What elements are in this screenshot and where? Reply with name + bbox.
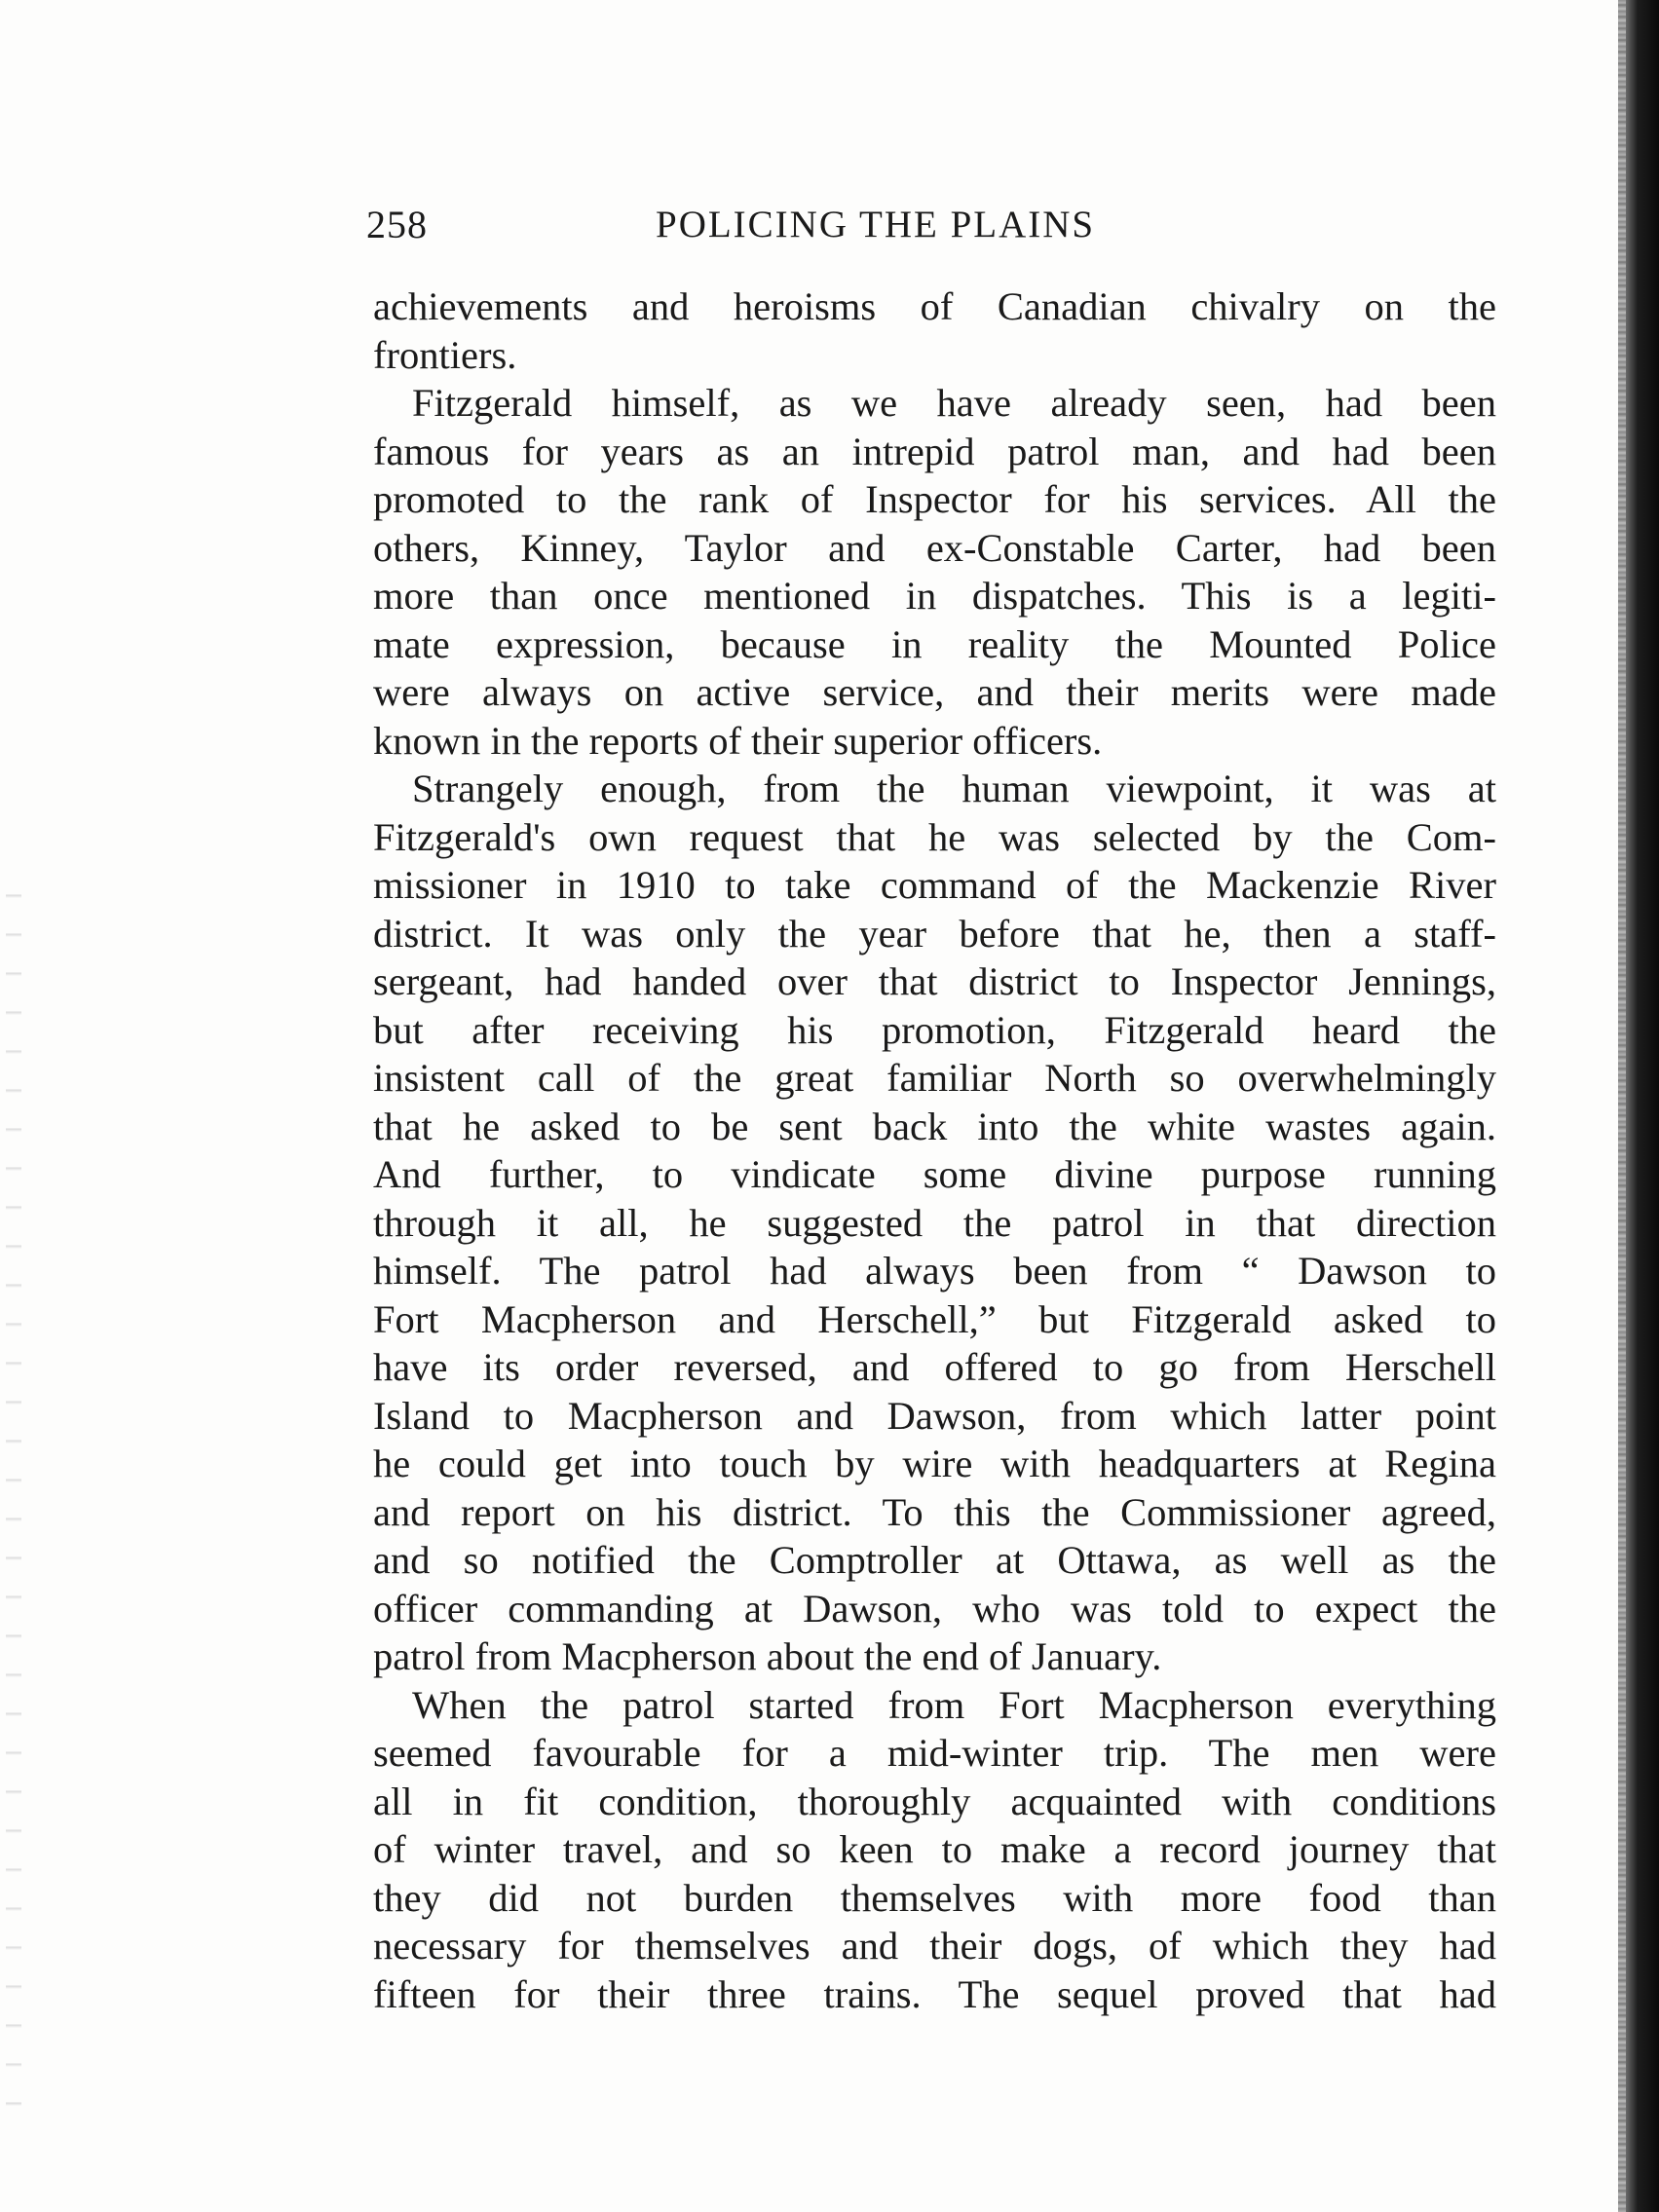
text-line: were always on active service, and their merits were made <box>373 670 1496 714</box>
text-line: more than once mentioned in dispatches. This is a legiti- <box>373 574 1496 618</box>
text-line: And further, to vindicate some divine purpose running <box>373 1152 1496 1196</box>
text-line: achievements and heroisms of Canadian chivalry on the <box>373 284 1496 328</box>
page-number: 258 <box>366 203 428 246</box>
scan-margin-specks <box>6 877 21 2123</box>
text-line: and so notified the Comptroller at Ottawa, as well as the <box>373 1538 1496 1582</box>
text-line: When the patrol started from Fort Macpherson everything <box>412 1682 1496 1727</box>
text-line: fifteen for their three trains. The sequel proved that had <box>373 1971 1496 2016</box>
text-line: patrol from Macpherson about the end of January. <box>373 1634 1162 1678</box>
text-line: famous for years as an intrepid patrol man, and had been <box>373 429 1496 473</box>
text-line: sergeant, had handed over that district to Inspector Jennings, <box>373 959 1496 1003</box>
scan-binding-edge <box>1618 0 1626 2212</box>
text-line: but after receiving his promotion, Fitzgerald heard the <box>373 1007 1496 1052</box>
text-line: mate expression, because in reality the Mounted Police <box>373 621 1496 666</box>
text-line: through it all, he suggested the patrol in that direction <box>373 1200 1496 1245</box>
text-line: have its order reversed, and offered to go from Herschell <box>373 1345 1496 1389</box>
text-line: Island to Macpherson and Dawson, from which latter point <box>373 1393 1496 1438</box>
text-line: all in fit condition, thoroughly acquainted with conditions <box>373 1779 1496 1823</box>
text-line: promoted to the rank of Inspector for his services. All the <box>373 477 1496 521</box>
text-line: and report on his district. To this the Commissioner agreed, <box>373 1489 1496 1534</box>
text-line: others, Kinney, Taylor and ex-Constable Carter, had been <box>373 525 1496 570</box>
text-line: they did not burden themselves with more food than <box>373 1875 1496 1920</box>
text-line: officer commanding at Dawson, who was told to expect the <box>373 1586 1496 1631</box>
text-line: known in the reports of their superior officers. <box>373 718 1103 763</box>
text-line: he could get into touch by wire with headquarters at Regina <box>373 1442 1496 1485</box>
running-head: POLICING THE PLAINS <box>656 204 1096 245</box>
text-line: Fort Macpherson and Herschell,” but Fitzgerald asked to <box>373 1296 1496 1341</box>
text-line: seemed favourable for a mid-winter trip. The men were <box>373 1731 1496 1775</box>
text-line: necessary for themselves and their dogs, of which they had <box>373 1924 1496 1968</box>
text-line: that he asked to be sent back into the white wastes again. <box>373 1104 1496 1148</box>
body-text <box>373 282 1496 2018</box>
text-line: district. It was only the year before that he, then a staff- <box>373 911 1496 956</box>
text-line: Fitzgerald's own request that he was selected by the Com- <box>373 814 1496 859</box>
text-line: of winter travel, and so keen to make a record journey that <box>373 1827 1496 1871</box>
text-line: Fitzgerald himself, as we have already seen, had been <box>412 381 1496 425</box>
text-line: insistent call of the great familiar North so overwhelmingly <box>373 1056 1496 1100</box>
text-line: himself. The patrol had always been from “ Dawson to <box>373 1249 1496 1293</box>
page-header <box>366 198 1496 256</box>
scan-binding-shadow <box>1626 0 1659 2212</box>
text-line: Strangely enough, from the human viewpoint, it was at <box>412 767 1496 810</box>
text-line: frontiers. <box>373 332 517 377</box>
text-line: missioner in 1910 to take command of the Mackenzie River <box>373 863 1496 907</box>
